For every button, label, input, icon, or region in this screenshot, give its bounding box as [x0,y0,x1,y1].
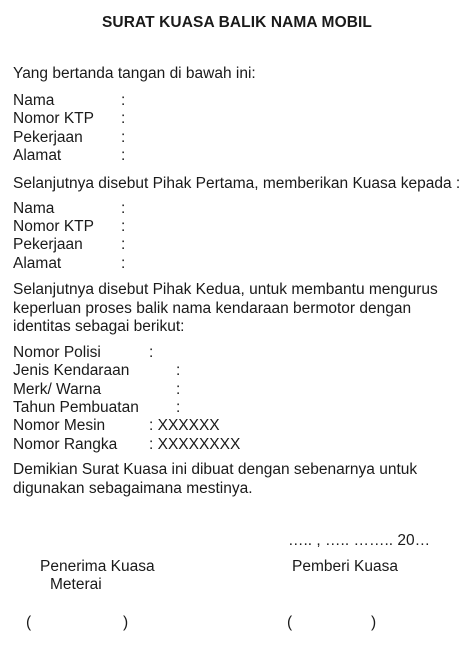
vehicle-chassis-value: : XXXXXXXX [149,436,241,453]
party1-address-value: : [121,147,126,164]
party2-job-value: : [121,236,126,253]
party2-ktp-label: Nomor KTP [13,218,94,235]
party1-name-label: Nama [13,92,55,109]
party1-name-value: : [121,92,126,109]
party1-ktp-label: Nomor KTP [13,110,94,127]
party2-ktp-value: : [121,218,126,235]
party1-statement: Selanjutnya disebut Pihak Pertama, memberikan Kuasa kepada : [13,175,461,192]
vehicle-brand-label: Merk/ Warna [13,381,102,398]
closing-line-1: Demikian Surat Kuasa ini dibuat dengan sebenarnya untuk [13,461,418,478]
intro-text: Yang bertanda tangan di bawah ini: [13,65,256,82]
party2-name-value: : [121,200,126,217]
vehicle-year-label: Tahun Pembuatan [13,399,139,416]
vehicle-engine-label: Nomor Mesin [13,417,106,434]
party2-address-value: : [121,255,126,272]
vehicle-engine-value: : XXXXXX [149,417,220,434]
party2-statement-line-2: keperluan proses balik nama kendaraan bermotor dengan [13,300,412,317]
vehicle-type-value: : [176,362,181,379]
party1-ktp-value: : [121,110,126,127]
vehicle-plate-label: Nomor Polisi [13,344,101,361]
party2-statement-line-1: Selanjutnya disebut Pihak Kedua, untuk membantu mengurus [13,281,438,298]
giver-label: Pemberi Kuasa [292,558,398,575]
date-line: ….. , ….. …….. 20… [288,532,431,549]
party2-statement-line-3: identitas sebagai berikut: [13,318,185,335]
giver-signature-close: ) [371,614,377,631]
vehicle-year-value: : [176,399,181,416]
document-title: SURAT KUASA BALIK NAMA MOBIL [101,14,372,31]
party2-name-label: Nama [13,200,55,217]
party1-address-label: Alamat [13,147,62,164]
vehicle-plate-value: : [149,344,154,361]
receiver-signature-close: ) [123,614,129,631]
vehicle-brand-value: : [176,381,181,398]
receiver-signature-open: ( [26,614,32,631]
party1-job-value: : [121,129,126,146]
vehicle-type-label: Jenis Kendaraan [13,362,130,379]
party2-job-label: Pekerjaan [13,236,83,253]
vehicle-chassis-label: Nomor Rangka [13,436,118,453]
party1-job-label: Pekerjaan [13,129,83,146]
closing-line-2: digunakan sebagaimana mestinya. [13,480,253,497]
giver-signature-open: ( [287,614,293,631]
receiver-label: Penerima Kuasa [40,558,155,575]
party2-address-label: Alamat [13,255,62,272]
stamp-label: Meterai [50,576,102,593]
